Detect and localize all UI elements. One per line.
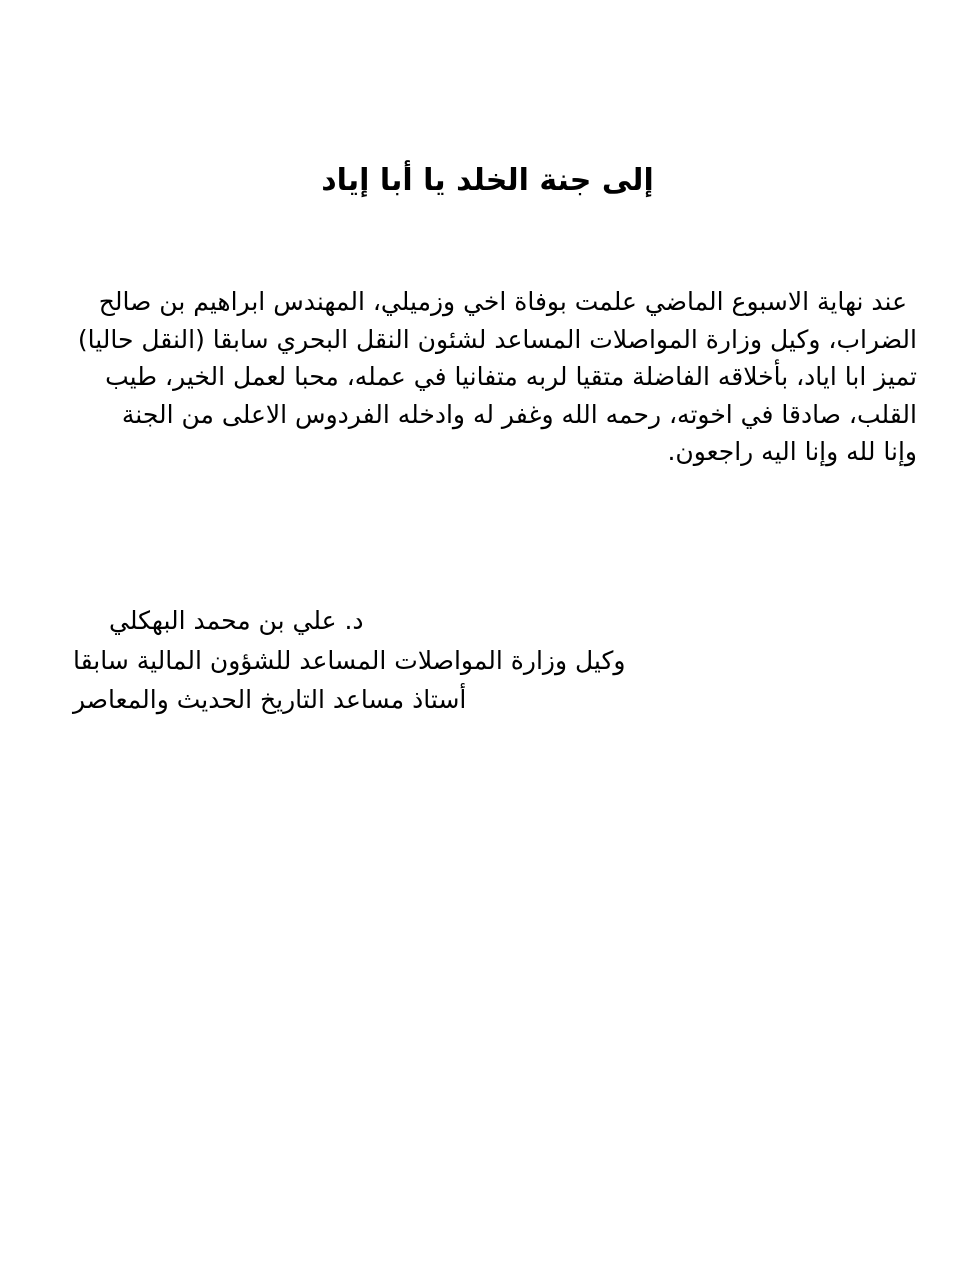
paragraph-line: عند نهاية الاسبوع الماضي علمت بوفاة اخي وزميلي، المهندس ابراهيم بن صالح — [98, 287, 907, 316]
body-paragraph — [60, 283, 917, 471]
document-title: إلى جنة الخلد يا أبا إياد — [321, 163, 654, 198]
paragraph-line: القلب، صادقا في اخوته، رحمه الله وغفر له وادخله الفردوس الاعلى من الجنة — [121, 399, 917, 429]
paragraph-line: وإنا لله وإنا اليه راجعون. — [667, 437, 917, 466]
paragraph-line: تميز ابا اياد، بأخلاقه الفاضلة متقيا لربه متفانيا في عمله، محبا لعمل الخير، طيب — [105, 362, 917, 391]
signature-line-title-1: وكيل وزارة المواصلات المساعد للشؤون المالية سابقا — [73, 645, 626, 675]
paragraph-line: الضراب، وكيل وزارة المواصلات المساعد لشئون النقل البحري سابقا (النقل حاليا) — [77, 324, 917, 354]
signature-line-title-2: أستاذ مساعد التاريخ الحديث والمعاصر — [73, 685, 467, 714]
signature-block — [73, 601, 693, 720]
signature-line-name: د. علي بن محمد البهكلي — [109, 606, 364, 635]
